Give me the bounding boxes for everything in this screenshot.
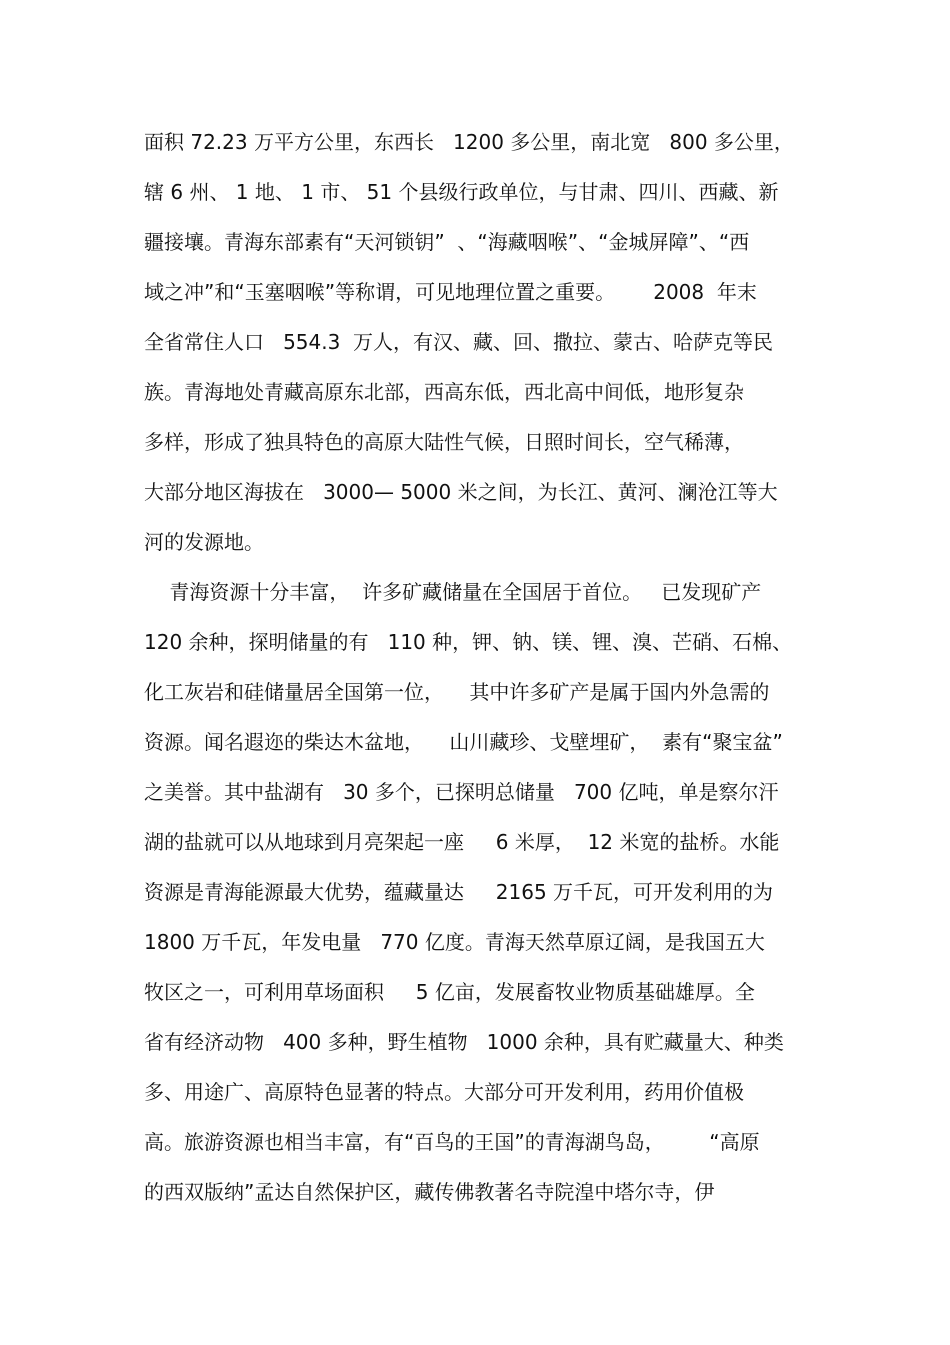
text-line: 1800 万千瓦，年发电量 770 亿度。青海天然草原辽阔，是我国五大: [144, 930, 765, 954]
text-line: 多样，形成了独具特色的高原大陆性气候，日照时间长，空气稀薄，: [144, 430, 744, 454]
text-line: 的西双版纳”孟达自然保护区，藏传佛教著名寺院湟中塔尔寺，伊: [144, 1180, 715, 1204]
text-line: 族。青海地处青藏高原东北部，西高东低，西北高中间低，地形复杂: [144, 380, 744, 404]
text-line: 资源。闻名遐迩的柴达木盆地， 山川藏珍、戈壁埋矿， 素有“聚宝盆”: [144, 730, 783, 754]
body-text: [144, 117, 814, 1217]
text-line: 大部分地区海拔在 3000— 5000 米之间，为长江、黄河、澜沧江等大: [144, 480, 778, 504]
text-line: 资源是青海能源最大优势，蕴藏量达 2165 万千瓦，可开发利用的为: [144, 880, 774, 904]
text-line: 化工灰岩和硅储量居全国第一位， 其中许多矿产是属于国内外急需的: [144, 680, 770, 704]
text-line: 面积 72.23 万平方公里，东西长 1200 多公里，南北宽 800 多公里，: [144, 130, 794, 154]
text-line: 高。旅游资源也相当丰富，有“百鸟的王国”的青海湖鸟岛， “高原: [144, 1130, 760, 1154]
text-line: 全省常住人口 554.3 万人，有汉、藏、回、撒拉、蒙古、哈萨克等民: [144, 330, 774, 354]
text-line: 湖的盐就可以从地球到月亮架起一座 6 米厚， 12 米宽的盐桥。水能: [144, 830, 780, 854]
text-line: 域之冲”和“玉塞咽喉”等称谓，可见地理位置之重要。 2008 年末: [144, 280, 757, 304]
text-line: 疆接壤。青海东部素有“天河锁钥” 、“海藏咽喉”、“金城屏障”、“西: [144, 230, 750, 254]
text-line: 多、用途广、高原特色显著的特点。大部分可开发利用，药用价值极: [144, 1080, 744, 1104]
text-line: 120 余种，探明储量的有 110 种，钾、钠、镁、锂、溴、芒硝、石棉、: [144, 630, 793, 654]
text-line: 之美誉。其中盐湖有 30 多个，已探明总储量 700 亿吨，单是察尔汗: [144, 780, 779, 804]
paragraph-start-line: 青海资源十分丰富， 许多矿藏储量在全国居于首位。 已发现矿产: [144, 580, 762, 604]
text-line: 省有经济动物 400 多种，野生植物 1000 余种，具有贮藏量大、种类: [144, 1030, 784, 1054]
text-line: 河的发源地。: [144, 530, 264, 554]
text-line: 辖 6 州、 1 地、 1 市、 51 个县级行政单位，与甘肃、四川、西藏、新: [144, 180, 779, 204]
text-line: 牧区之一，可利用草场面积 5 亿亩，发展畜牧业物质基础雄厚。全: [144, 980, 755, 1004]
